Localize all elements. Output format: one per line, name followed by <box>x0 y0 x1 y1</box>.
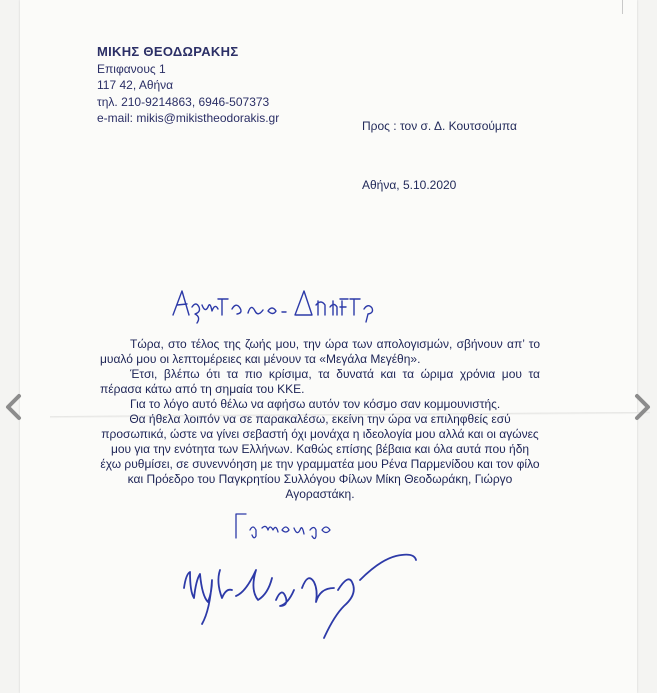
signature <box>178 540 438 650</box>
chevron-left-icon <box>4 393 24 421</box>
body-paragraph-2: Έτσι, βλέπω ότι τα πιο κρίσιμα, τα δυνατά και τα ώριμα χρόνια μου τα πέρασα κάτω από τη σημαία του ΚΚΕ. <box>100 367 540 396</box>
sender-name: ΜΙΚΗΣ ΘΕΟΔΩΡΑΚΗΣ <box>97 44 239 59</box>
handwritten-salutation <box>170 285 430 325</box>
date-line: Αθήνα, 5.10.2020 <box>362 178 457 192</box>
sender-postcode-city: 117 42, Αθήνα <box>97 78 174 92</box>
next-page-button[interactable] <box>630 392 654 422</box>
sender-email: e-mail: mikis@mikistheodorakis.gr <box>97 111 280 125</box>
prev-page-button[interactable] <box>2 392 26 422</box>
chevron-right-icon <box>632 393 652 421</box>
sender-street: Επιφανους 1 <box>97 61 166 76</box>
page-edge-mark <box>622 0 623 14</box>
body-paragraph-3: Για το λόγο αυτό θέλω να αφήσω αυτόν τον κόσμο σαν κομμουνιστής. <box>130 397 501 411</box>
handwritten-closing <box>232 508 342 543</box>
recipient-line: Προς : τον σ. Δ. Κουτσούμπα <box>362 119 517 133</box>
sender-phone: τηλ. 210-9214863, 6946-507373 <box>97 94 270 109</box>
body-paragraph-4: Θα ήθελα λοιπόν να σε παρακαλέσω, εκείνη την ώρα να επιληφθείς εσύ προσωπικά, ώστε να γίνει σεβαστή όχι μονάχα η ιδεολογία μου αλλά και οι αγώνες μου για την ενότητα των Ελλήνων. Καθώς επίσης βέβαια και όλα αυτά που ήδη έχω ρυθμίσει, σε συνεννόηση με την γραμματέα μου Ρένα Παρμενίδου και τον φίλο και Πρόεδρο του Παγκρητίου Συλλόγου Φίλων Μίκη Θεοδωράκη, Γιώργο Αγοραστάκη. <box>100 412 540 501</box>
body-paragraph-1: Τώρα, στο τέλος της ζωής μου, την ώρα των απολογισμών, σβήνουν απ’ το μυαλό μου οι λεπτομέρειες και μένουν τα «Μεγάλα Μεγέθη». <box>100 337 540 366</box>
letterhead <box>97 44 279 127</box>
letter-page <box>20 0 637 693</box>
letter-body <box>100 337 540 502</box>
